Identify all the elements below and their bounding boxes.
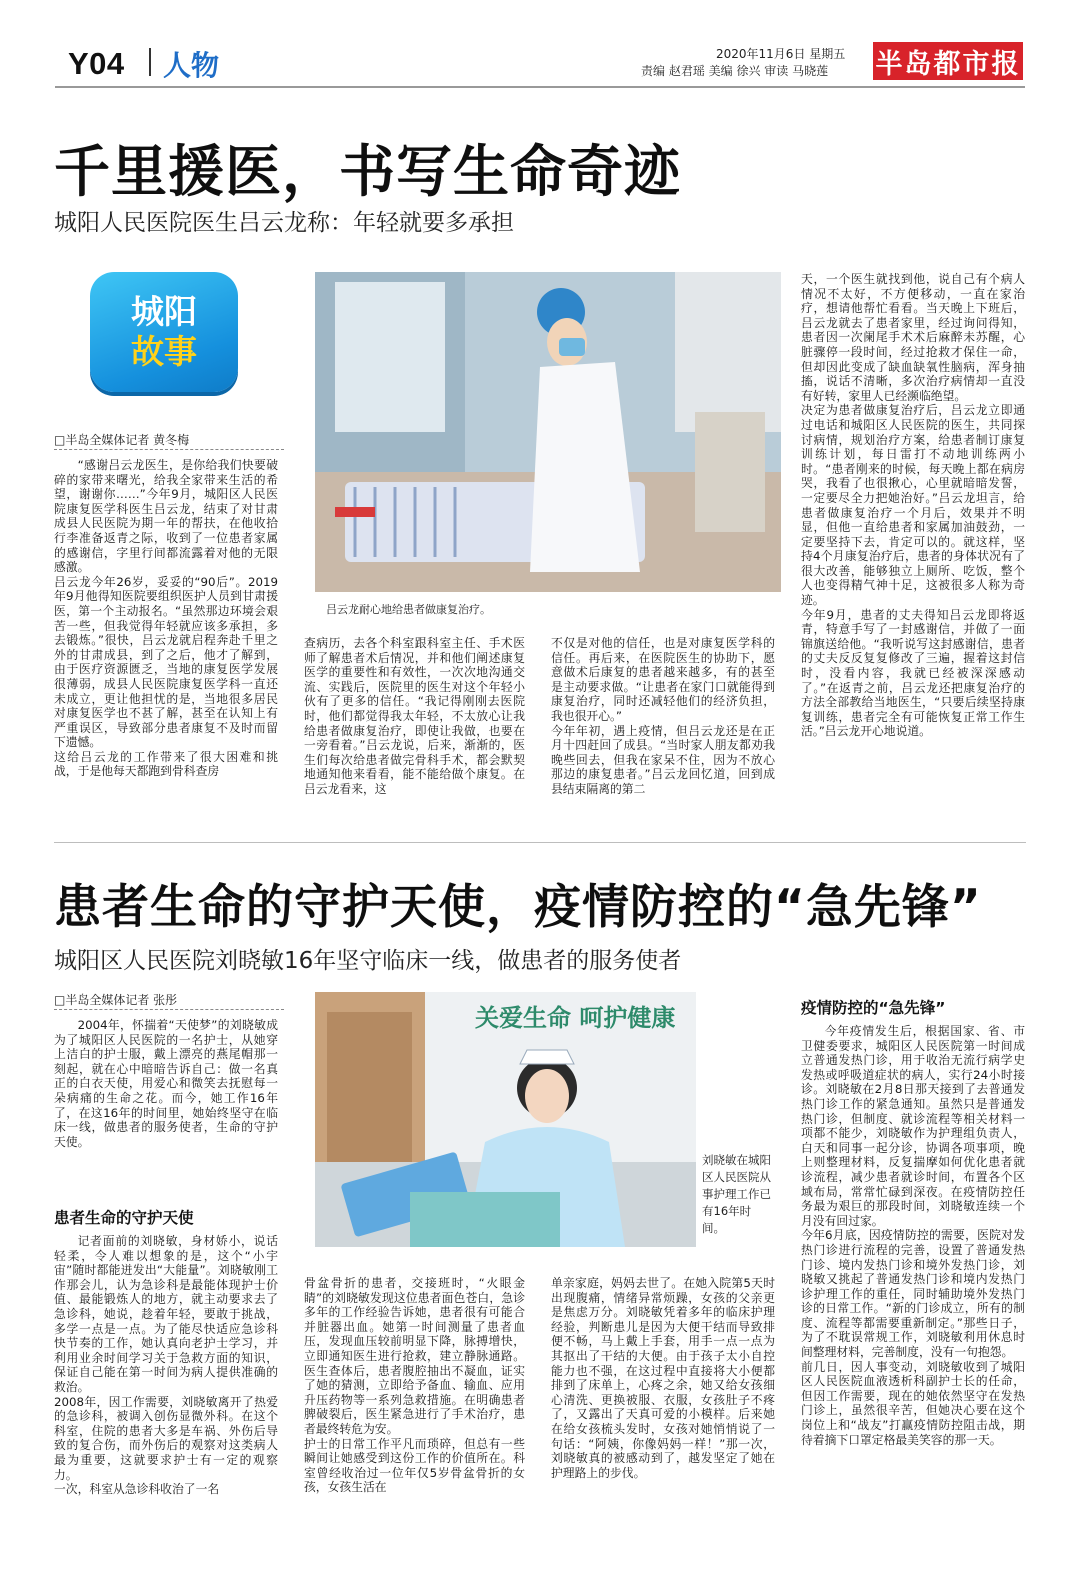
story2-subtitle-1: 患者生命的守护天使 [54,1209,194,1227]
editors-line: 责编 赵君瑶 美编 徐兴 审读 马晓莲 [641,64,829,78]
story2-subtitle-2: 疫情防控的“急先锋” [801,999,946,1017]
story2-photo [315,992,696,1247]
photo-wall-text: 关爱生命 呵护健康 [475,1004,676,1032]
page-number: Y04 [68,46,125,81]
story1-column-4 [801,272,1025,812]
story1-col2-text: 查病历，去各个科室跟科室主任、手术医师了解患者术后情况，并和他们阐述康复医学的重要性和有效性，一次次地沟通交流、实践后，医院里的医生对这个年轻小伙有了更多的信任。“我记得刚刚去医院时，他们都觉得我太年轻，不太放心让我给患者做康复治疗，即使让我做，也要在一旁看着。”吕云龙说，后来，渐渐的，医生们每次给患者做完骨科手术，都会默契地通知他来看看，能不能给做个康复。在吕云龙看来，这 [304,636,525,796]
story1-byline: □半岛全媒体记者 黄冬梅 [54,433,190,447]
story1-photo [315,272,781,592]
story2-col3-text: 单亲家庭，妈妈去世了。在她入院第5天时出现腹痛，情绪异常烦躁，女孩的父亲更是焦虑万分。刘晓敏凭着多年的临床护理经验，判断患儿是因为大便干结而导致排便不畅，马上戴上手套，用手一点一点为其抠出了干结的大便。由于孩子太小自控能力也不强，在这过程中直接将大小便都排到了床单上，心疼之余，她又给女孩细心清洗、更换被服、衣服，女孩肚子不疼了，又露出了天真可爱的小模样。后来她在给女孩梳头发时，女孩对她悄悄说了一句话：“阿姨，你像妈妈一样！”那一次，刘晓敏真的被感动到了，越发坚定了她在护理路上的步伐。 [551,1276,775,1480]
story1-col3-text: 不仅是对他的信任，也是对康复医学科的信任。再后来，在医院医生的协助下，愿意做术后康复的患者越来越多，有的甚至是主动要求做。“让患者在家门口就能得到康复治疗，同时还减轻他们的经济负担，我也很开心。” 今年年初，遇上疫情，但吕云龙还是在正月十四赶回了成县。“当时家人朋友都劝我晚些回去，但我在家呆不住，因为不放心那边的康复患者。”吕云龙回忆道，回到成县结束隔离的第二 [551,636,775,796]
byline-rule-2 [54,1009,284,1010]
section-divider [149,48,151,76]
story2-intro [54,1018,278,1198]
story1-photo-caption: 吕云龙耐心地给患者做康复治疗。 [326,603,491,616]
story1-column-3 [551,636,775,812]
badge-line1: 城阳 [131,292,197,331]
story2-col4-text: 今年疫情发生后，根据国家、省、市卫健委要求，城阳区人民医院第一时间成立普通发热门诊，用于收治无流行病学史发热或呼吸道症状的病人，实行24小时接诊。刘晓敏在2月8日那天接到了去普通发热门诊工作的紧急通知。虽然只是普通发热门诊，但制度、就诊流程等相关材料一项都不能少，刘晓敏作为护理组负责人，白天和同事一起分诊，协调各项事项，晚上则整理材料，反复揣摩如何优化患者就诊流程，减少患者就诊时间，布置各个区域布局，常常忙碌到深夜。在疫情防控任务最为艰巨的那段时间，刘晓敏连续一个月没有回过家。 今年6月底，因疫情防控的需要，医院对发热门诊进行流程的完善，设置了普通发热门诊、境内发热门诊和境外发热门诊，刘晓敏又挑起了普通发热门诊和境内发热门诊护理工作的重任，同时辅助境外发热门诊的日常工作。“新的门诊成立，所有的制度、流程等都需要重新制定。”那些日子，为了不耽误常规工作，刘晓敏利用休息时间整理材料，完善制度，没有一句抱怨。 前几日，因人事变动，刘晓敏收到了城阳区人民医院血液透析科副护士长的任命，但因工作需要，现在的她依然坚守在发热门诊上，虽然很辛苦，但她决心要在这个岗位上和“战友”打赢疫情防控阻击战，期待着摘下口罩定格最美笑容的那一天。 [801,1024,1025,1447]
story2-col2-text: 骨盆骨折的患者，交接班时，“火眼金睛”的刘晓敏发现这位患者面色苍白，急诊多年的工作经验告诉她，患者很有可能合并脏器出血。她第一时间测量了患者血压，发现血压较前明显下降，脉搏增快，立即通知医生进行抢救，建立静脉通路。医生查体后，患者腹腔抽出不凝血，证实了她的猜测，立即给予备血、输血、应用升压药物等一系列急救措施。在明确患者脾破裂后，医生紧急进行了手术治疗，患者最终转危为安。 护士的日常工作平凡而琐碎，但总有一些瞬间让她感受到这份工作的价值所在。科室曾经收治过一位年仅5岁骨盆骨折的女孩，女孩生活在 [304,1276,525,1495]
story1-headline: 千里援医，书写生命奇迹 [54,140,681,205]
story2-headline: 患者生命的守护天使，疫情防控的“急先锋” [54,880,982,935]
header-rule [55,86,1025,88]
story-divider [54,842,1026,843]
story2-intro-text: 2004年，怀揣着“天使梦”的刘晓敏成为了城阳区人民医院的一名护士，从她穿上洁白的护士服，戴上漂亮的燕尾帽那一刻起，就在心中暗暗告诉自己：做一名真正的白衣天使，用爱心和微笑去抚慰每一朵病痛的生命之花。而今，她工作16年了，在这16年的时间里，她始终坚守在临床一线，做患者的服务使者，生命的守护天使。 [54,1018,278,1149]
issue-date: 2020年11月6日 星期五 [716,47,846,61]
story1-col1-text: “感谢吕云龙医生，是你给我们快要破碎的家带来曙光，给我全家带来生活的希望，谢谢你……”今年9月，城阳区人民医院康复医学科医生吕云龙，结束了对甘肃成县人民医院为期一年的帮扶，在他收拾行李准备返青之际，收到了一位患者家属的感谢信，字里行间都流露着对他的无限感激。 吕云龙今年26岁，妥妥的“90后”。2019年9月他得知医院要组织医护人员到甘肃援医，第一个主动报名。“虽然那边环境会艰苦一些，但我觉得年轻就应该多承担，多去锻炼。”很快，吕云龙就启程奔赴千里之外的甘肃成县，到了之后，他才了解到，由于医疗资源匮乏，当地的康复医学发展很薄弱，成县人民医院康复医学科一直还未成立，更让他担忧的是，当地很多居民对康复医学也不甚了解，甚至在认知上有严重误区，导致部分患者康复不及时而留下遗憾。 这给吕云龙的工作带来了很大困难和挑战，于是他每天都跑到骨科查房 [54,458,278,779]
story1-column-2 [304,636,525,812]
chengyang-story-badge [90,272,238,392]
story2-photo-caption: 刘晓敏在城阳区人民医院从事护理工作已有16年时间。 [702,1153,771,1235]
byline-rule [54,449,284,450]
story2-column-2 [304,1276,525,1550]
story2-col1-text: 记者面前的刘晓敏，身材娇小，说话轻柔，令人难以想象的是，这个“小宇宙”随时都能迸发出“大能量”。刘晓敏刚工作那会儿，认为急诊科是最能体现护士价值、最能锻炼人的地方，就主动要求去了急诊科，她说，趁着年轻，要敢于挑战，多学一点是一点。为了能尽快适应急诊科快节奏的工作，她认真向老护士学习，并利用业余时间学习关于急救方面的知识，保证自己能在第一时间为病人提供准确的救治。 2008年，因工作需要，刘晓敏离开了热爱的急诊科，被调入创伤显微外科。在这个科室，住院的患者大多是车祸、外伤后导致的复合伤，而外伤后的观察对这类病人最为重要，这就要求护士有一定的观察力。 一次，科室从急诊科收治了一名 [54,1234,278,1497]
story1-column-1 [54,458,278,810]
section-name: 人物 [163,49,220,82]
story1-col4-text: 天，一个医生就找到他，说自己有个病人情况不太好，不方便移动，一直在家治疗，想请他帮忙看看。当天晚上下班后，吕云龙就去了患者家里，经过询问得知，患者因一次阑尾手术术后麻醉未苏醒，心脏骤停一段时间，经过抢救才保住一命，但却因此变成了缺血缺氧性脑病，浑身抽搐，说话不清晰，多次治疗病情却一直没有好转，家里人已经濒临绝望。 决定为患者做康复治疗后，吕云龙立即通过电话和城阳区人民医院的医生，共同探讨病情，规划治疗方案，给患者制订康复训练计划，每日雷打不动地训练两小时。“患者刚来的时候，每天晚上都在病房哭，我看了也很揪心，心里就暗暗发誓，一定要尽全力把她治好。”吕云龙坦言，给患者做康复治疗一个月后，效果并不明显，但他一直给患者和家属加油鼓劲，一定要坚持下去，肯定可以的。就这样，坚持4个月康复治疗后，患者的身体状况有了很大改善，能够独立上厕所、吃饭，整个人也变得精气神十足，这被很多人称为奇迹。 今年9月，患者的丈夫得知吕云龙即将返青，特意手写了一封感谢信，并做了一面锦旗送给他。“我听说写这封感谢信，患者的丈夫反反复复修改了三遍，握着这封信时，没看内容，我就已经被深深感动了。”在返青之前，吕云龙还把康复治疗的方法全部教给当地医生，“只要后续坚持康复训练，患者完全有可能恢复正常工作生活。”吕云龙开心地说道。 [801,272,1025,739]
badge-line2: 故事 [131,332,197,371]
newspaper-masthead: 半岛都市报 [873,42,1023,80]
story2-byline: □半岛全媒体记者 张彤 [54,993,178,1007]
story2-column-1 [54,1234,278,1550]
story2-subheadline: 城阳区人民医院刘晓敏16年坚守临床一线，做患者的服务使者 [54,948,682,974]
story2-column-4 [801,1024,1025,1550]
doctor-patient-illustration [315,272,781,592]
story1-subheadline: 城阳人民医院医生吕云龙称：年轻就要多承担 [54,210,514,236]
story2-column-3 [551,1276,775,1550]
